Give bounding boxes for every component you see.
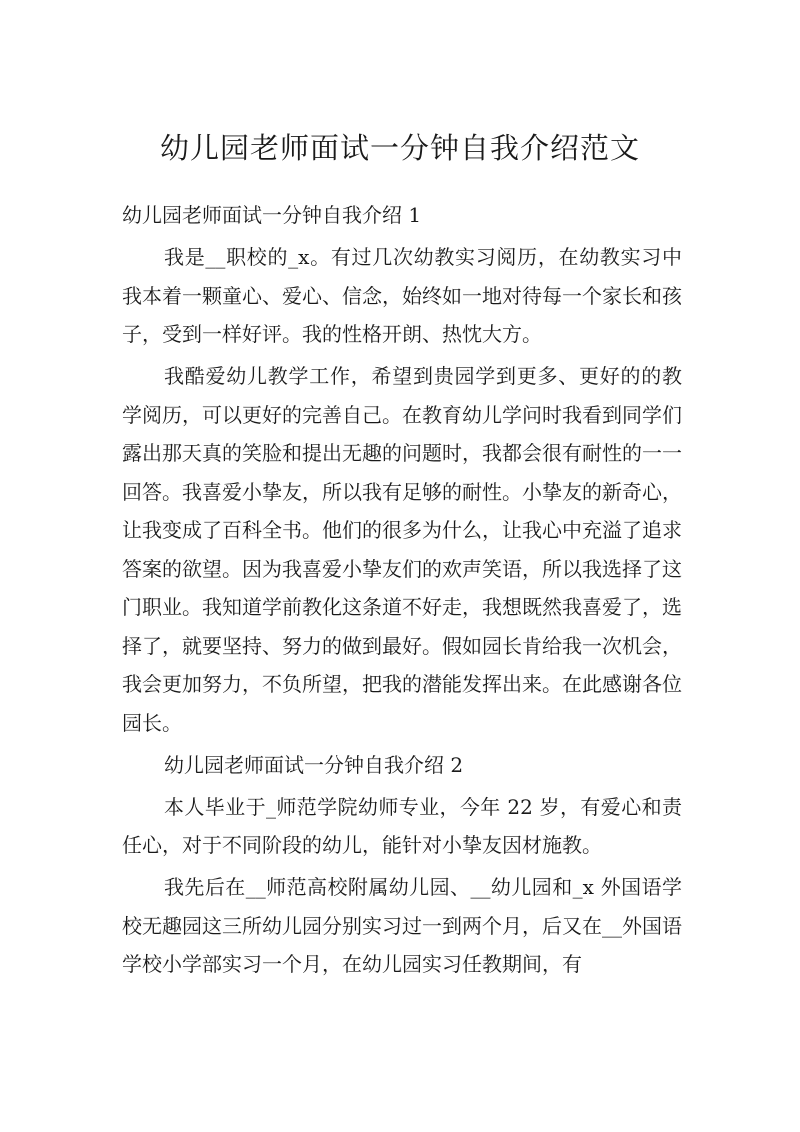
section-2-paragraph-1: 本人毕业于_师范学院幼师专业，今年 22 岁，有爱心和责任心，对于不同阶段的幼儿，能针对小挚友因材施教。 [122, 794, 682, 857]
document-body [122, 196, 682, 987]
section-1-paragraph-2: 我酷爱幼儿教学工作，希望到贵园学到更多、更好的的教学阅历，可以更好的完善自己。在教育幼儿学问时我看到同学们露出那天真的笑脸和提出无趣的问题时，我都会很有耐性的一一回答。我喜爱小挚友，所以我有足够的耐性。小挚友的新奇心，让我变成了百科全书。他们的很多为什么，让我心中充溢了追求答案的欲望。因为我喜爱小挚友们的欢声笑语，所以我选择了这门职业。我知道学前教化这条道不好走，我想既然我喜爱了，选择了，就要坚持、努力的做到最好。假如园长肯给我一次机会，我会更加努力，不负所望，把我的潜能发挥出来。在此感谢各位园长。 [122, 364, 682, 735]
section-2-paragraph-2: 我先后在__师范高校附属幼儿园、__幼儿园和_x 外国语学校无趣园这三所幼儿园分别实习过一到两个月，后又在__外国语学校小学部实习一个月，在幼儿园实习任教期间，有 [122, 875, 682, 976]
section-1-heading: 幼儿园老师面试一分钟自我介绍 1 [122, 203, 422, 227]
section-1-paragraph-1: 我是__职校的_x。有过几次幼教实习阅历，在幼教实习中我本着一颗童心、爱心、信念，始终如一地对待每一个家长和孩子，受到一样好评。我的性格开朗、热忱大方。 [122, 245, 682, 346]
section-2-heading: 幼儿园老师面试一分钟自我介绍 2 [164, 752, 464, 777]
document-title: 幼儿园老师面试一分钟自我介绍范文 [159, 131, 640, 165]
